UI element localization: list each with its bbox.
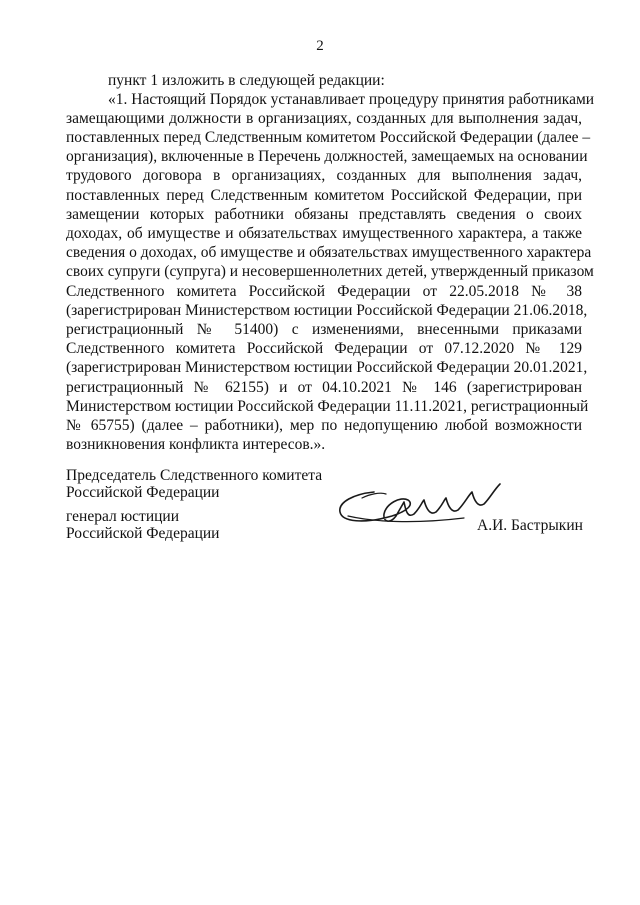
paragraph-line: «1. Настоящий Порядок устанавливает процедуру принятия работниками [108, 90, 595, 108]
intro-text: пункт 1 изложить в следующей редакции: [108, 72, 385, 89]
paragraph-line: поставленных перед Следственным комитетом Российской Федерации, при [66, 186, 582, 204]
paragraph-line: сведения о доходах, об имуществе и обязательствах имущественного характера [66, 244, 592, 262]
paragraph-line: замещающими должности в организациях, созданных для выполнения задач, [66, 109, 582, 127]
paragraph-line: замещении которых работники обязаны представлять сведения о своих [66, 205, 582, 223]
paragraph-line: Следственного комитета Российской Федерации от 22.05.2018 № 38 [66, 282, 582, 300]
paragraph-line: (зарегистрирован Министерством юстиции Российской Федерации 21.06.2018, [66, 301, 588, 319]
paragraph-line: своих супруги (супруга) и несовершеннолетних детей, утвержденный приказом [66, 263, 594, 281]
paragraph-line: поставленных перед Следственным комитетом Российской Федерации (далее – [66, 128, 591, 146]
paragraph-line: регистрационный № 51400) с изменениями, внесенными приказами [66, 320, 582, 338]
signatory-position-line: Российской Федерации [66, 484, 220, 501]
signatory-name: А.И. Бастрыкин [477, 517, 583, 534]
signatory-position-line: Председатель Следственного комитета [66, 467, 323, 484]
signatory-rank-line: генерал юстиции [66, 508, 179, 525]
paragraph-line: трудового договора в организациях, созданных для выполнения задач, [66, 167, 582, 185]
paragraph-line: доходах, об имуществе и обязательствах имущественного характера, а также [66, 224, 582, 242]
signatory-rank-line: Российской Федерации [66, 525, 220, 542]
paragraph-line: (зарегистрирован Министерством юстиции Российской Федерации 20.01.2021, [66, 359, 588, 377]
paragraph-line: Министерством юстиции Российской Федерации 11.11.2021, регистрационный [66, 397, 589, 415]
amendment-paragraph [66, 90, 595, 455]
signatory-rank [66, 508, 219, 542]
page-number: 2 [316, 38, 324, 54]
signatory-position [66, 467, 322, 501]
paragraph-line: возникновения конфликта интересов.». [66, 436, 326, 454]
paragraph-line: регистрационный № 62155) и от 04.10.2021 № 146 (зарегистрирован [66, 378, 582, 396]
paragraph-line: № 65755) (далее – работники), мер по недопущению любой возможности [66, 416, 582, 434]
paragraph-line: организация), включенные в Перечень должностей, замещаемых на основании [66, 148, 588, 166]
paragraph-line: Следственного комитета Российской Федерации от 07.12.2020 № 129 [66, 340, 582, 358]
